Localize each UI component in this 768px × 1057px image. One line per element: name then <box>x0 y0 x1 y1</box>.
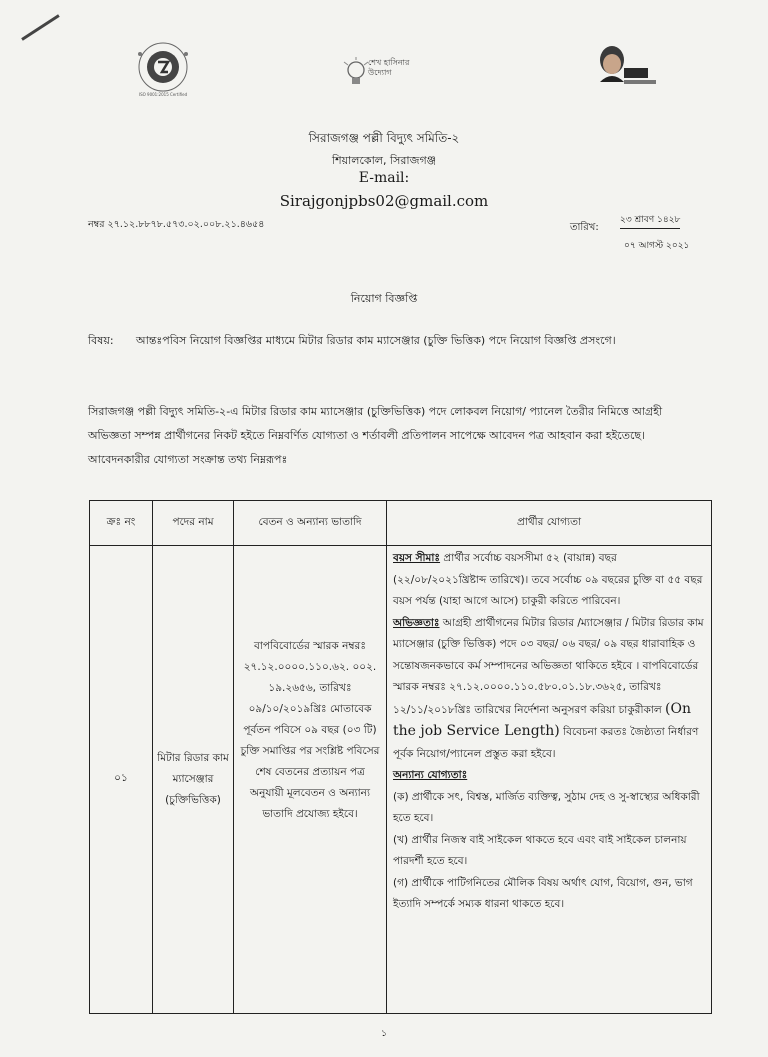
header-qualification: প্রার্থীর যোগ্যতা <box>387 501 712 546</box>
pen-mark <box>21 14 60 40</box>
cell-qualification <box>387 546 712 1014</box>
email-label: E-mail: <box>358 170 410 186</box>
other-qualification-kha: (খ) প্রার্থীর নিজস্ব বাই সাইকেল থাকতে হবে এবং বাই সাইকেল চালনায় পারদর্শী হতে হবে। <box>393 833 687 867</box>
org-name: সিরাজগঞ্জ পল্লী বিদ্যুৎ সমিতি-২ <box>308 131 460 145</box>
page-number: ১ <box>381 1029 387 1039</box>
memo-number: নম্বর ২৭.১২.৮৮৭৮.৫৭৩.০২.০০৮.২১.৪৬৫৪ <box>88 219 265 230</box>
date-gregorian: ০৭ আগস্ট ২০২১ <box>624 241 690 251</box>
notice-title: নিয়োগ বিজ্ঞপ্তি <box>350 292 418 305</box>
bulb-logo-text: শেখ হাসিনার উদ্যোগ <box>368 58 410 77</box>
header-post: পদের নাম <box>153 501 234 546</box>
mujib-year-logo-icon <box>586 38 660 94</box>
table-row <box>90 546 712 1014</box>
org-address: শিয়ালকোল, সিরাজগঞ্জ <box>331 154 437 167</box>
qualification-table <box>89 500 712 1014</box>
subject-label: বিষয়: <box>88 334 114 347</box>
cell-post: মিটার রিডার কাম ম্যাসেঞ্জার (চুক্তিভিত্তিক) <box>153 546 234 1014</box>
date-bangla: ২৩ শ্রাবণ ১৪২৮ <box>620 212 680 229</box>
cell-pay: বাপবিবোর্ডের স্মারক নম্বরঃ ২৭.১২.০০০০.১১০.৬২. ০০২. ১৯.২৬৫৬, তারিখঃ ০৯/১০/২০১৯খ্রিঃ মোতাবেক পূর্বতন পবিসে ০৯ বছর (০৩ টি) চুক্তি সমাপ্তির পর সংশ্লিষ্ট পবিসের শেষ বেতনের প্রত্যায়ন পত্র অনুযায়ী মূলবেতন ও অন্যান্য ভাতাদি প্রযোজ্য হইবে। <box>234 546 387 1014</box>
age-limit: বয়স সীমাঃ প্রার্থীর সর্বোচ্চ বয়সসীমা ৫২ (বায়ান্ন) বছর (২২/০৮/২০২১খ্রিষ্টাব্দ তারিখে)। তবে সর্বোচ্চ ০৯ বছরের চুক্তি বা ৫৫ বছর বয়স পর্যন্ত (যাহা আগে আসে) চাকুরী করিতে পারিবেন। <box>393 552 703 607</box>
header-pay: বেতন ও অন্যান্য ভাতাদি <box>234 501 387 546</box>
other-qualifications-heading: অন্যান্য যোগ্যতাঃ <box>393 769 468 781</box>
body-paragraph: সিরাজগঞ্জ পল্লী বিদ্যুৎ সমিতি-২-এ মিটার রিডার কাম ম্যাসেঞ্জার (চুক্তিভিত্তিক) পদে লোকবল নিয়োগ/ প্যানেল তৈরীর নিমিত্তে আগ্রহী অভিজ্ঞতা সম্পন্ন প্রার্থীগনের নিকট হইতে নিম্নবর্ণিত যোগ্যতা ও শর্তাবলী প্রতিপালন সাপেক্ষে আবেদন পত্র আহবান করা হইতেছে। আবেদনকারীর যোগ্যতা সংক্রান্ত তথ্য নিম্নরূপঃ <box>88 405 663 466</box>
date-label: তারিখ: <box>570 222 599 233</box>
experience: অভিজ্ঞতাঃ আগ্রহী প্রার্থীগনের মিটার রিডার /ম্যাসেঞ্জার / মিটার রিডার কাম ম্যাসেঞ্জার (চুক্তি ভিত্তিক) পদে ০৩ বছর/ ০৬ বছর/ ০৯ বছর ধারাবাহিক ও সন্তোষজনকভাবে কর্ম সম্পাদনের অভিজ্ঞতা থাকিতে হইবে । বাপবিবোর্ডের স্মারক নম্বরঃ ২৭.১২.০০০০.১১০.৫৮০.০১.১৮.৩৬২৫, তারিখঃ ১২/১১/২০১৮খ্রিঃ তারিখের নির্দেশনা অনুসরণ করিয়া চাকুরীকাল (On the job Service Length) বিবেচনা করতঃ জৈষ্ঠ্যতা নির্ধারণ পূর্বক নিয়োগ/প্যানেল প্রস্তুত করা হইবে। <box>393 616 704 760</box>
table-header-row <box>90 501 712 546</box>
email-address[interactable]: Sirajgonjpbs02@gmail.com <box>279 192 489 210</box>
other-qualification-ga: (গ) প্রার্থীকে পাটিগনিতের মৌলিক বিষয় অর্থাৎ যোগ, বিয়োগ, গুন, ভাগ ইত্যাদি সম্পর্কে সম্যক ধারনা থাকতে হবে। <box>393 876 693 910</box>
other-qualification-ka: (ক) প্রার্থীকে সৎ, বিশ্বস্ত, মার্জিত ব্যক্তিত্ব, সুঠাম দেহ ও সু-স্বাস্থ্যের অধিকারী হতে হবে। <box>393 790 700 824</box>
subject-text: আন্তঃপবিস নিয়োগ বিজ্ঞপ্তির মাধ্যমে মিটার রিডার কাম ম্যাসেঞ্জার (চুক্তি ভিত্তিক) পদে নিয়োগ বিজ্ঞপ্তি প্রসংগে। <box>136 334 616 347</box>
cell-serial: ০১ <box>90 546 153 1014</box>
header-serial: ক্রঃ নং <box>90 501 153 546</box>
pbs-logo-icon <box>128 40 198 98</box>
logo-caption: ISO 9001:2015 Certified <box>138 92 188 97</box>
